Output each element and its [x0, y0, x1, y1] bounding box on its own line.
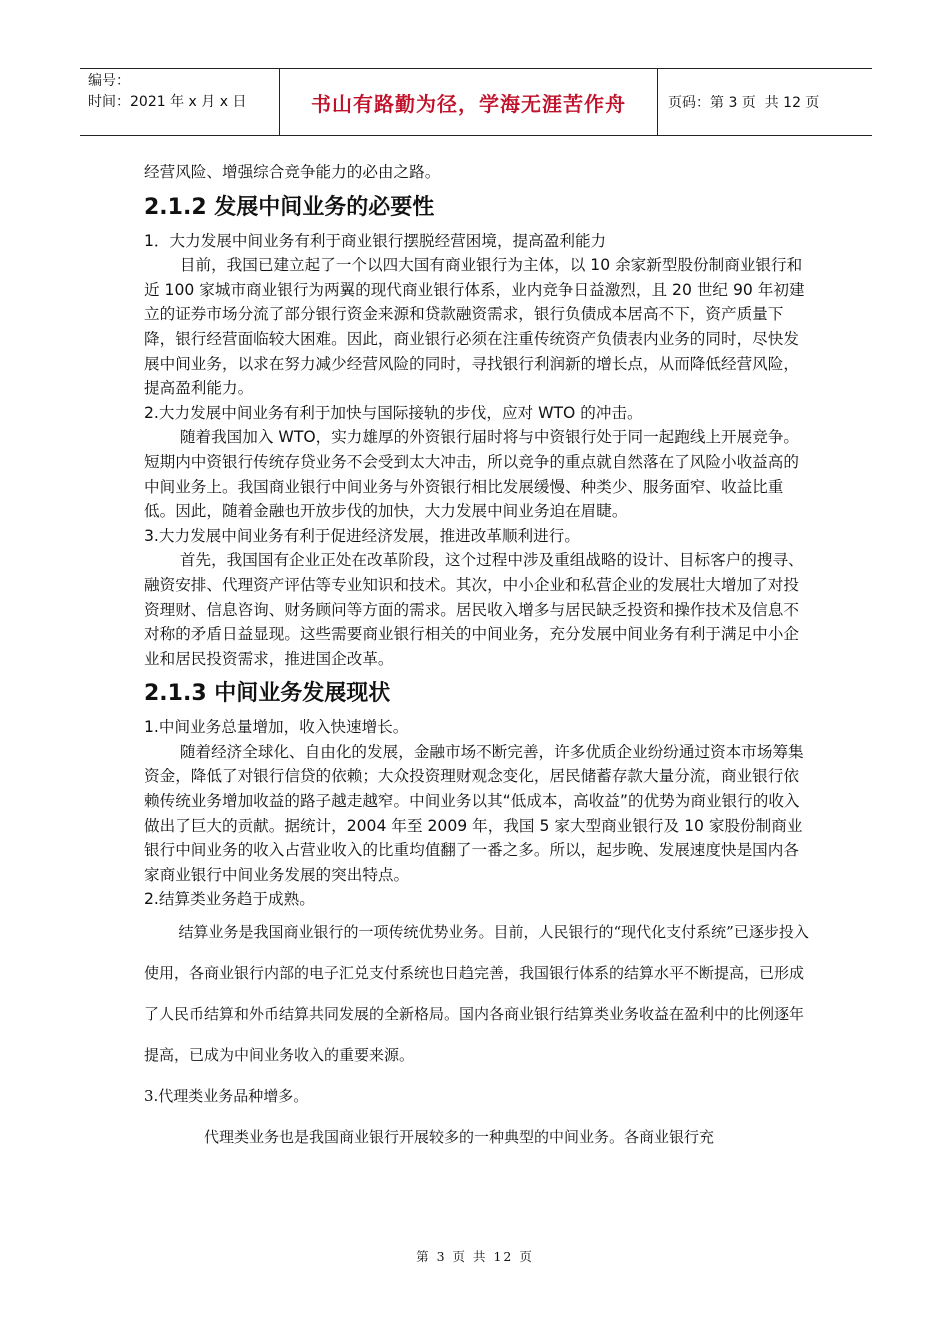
point-3-title: 3.大力发展中间业务有利于促进经济发展，推进改革顺利进行。: [144, 526, 580, 545]
point-1-title: 1．大力发展中间业务有利于商业银行摆脱经营困境，提高盈利能力: [144, 231, 607, 250]
header-page-info: [658, 69, 872, 135]
page-info-text: 页码：第 3 页 共 12 页: [668, 95, 820, 111]
page-header: [80, 68, 872, 136]
status-2-title: 2.结算类业务趋于成熟。: [144, 890, 315, 909]
header-motto: 书山有路勤为径，学海无涯苦作舟: [280, 69, 658, 135]
header-meta: [80, 69, 280, 135]
status-1-text: 随着经济全球化、自由化的发展，金融市场不断完善，许多优质企业纷纷通过资本市场筹集资金，降低了对银行信贷的依赖；大众投资理财观念变化，居民储蓄存款大量分流，商业银行依赖传统业务增加收益的路子越走越窄。中间业务以其“低成本，高收益”的优势为商业银行的收入做出了巨大的贡献。据统计，2004 年至 2009 年，我国 5 家大型商业银行及 10 家股份制商业银行中间业务的收入占营业收入的比重均值翻了一番之多。所以，起步晚、发展速度快是国内各家商业银行中间业务发展的突出特点。: [144, 742, 804, 884]
document-body: [144, 160, 812, 1158]
point-1-text: 目前，我国已建立起了一个以四大国有商业银行为主体，以 10 余家新型股份制商业银行和近 100 家城市商业银行为两翼的现代商业银行体系，业内竞争日益激烈，且 20 世纪 90 年初建立的证券市场分流了部分银行资金来源和贷款融资需求，银行负债成本居高不下，资产质量下降，银行经营面临较大困难。因此，商业银行必须在注重传统资产负债表内业务的同时，尽快发展中间业务，以求在努力减少经营风险的同时，寻找银行利润新的增长点，从而降低经营风险，提高盈利能力。: [144, 256, 805, 398]
paragraph-continuation: 经营风险、增强综合竞争能力的必由之路。: [144, 163, 441, 181]
section-heading-2-1-2: 2.1.2 发展中间业务的必要性: [144, 194, 435, 220]
document-number: 编号：: [88, 73, 130, 89]
status-2-text: 结算业务是我国商业银行的一项传统优势业务。目前，人民银行的“现代化支付系统”已逐步投入使用，各商业银行内部的电子汇兑支付系统也日趋完善，我国银行体系的结算水平不断提高，已形成了人民币结算和外币结算共同发展的全新格局。国内各商业银行结算类业务收益在盈利中的比例逐年提高，已成为中间业务收入的重要来源。: [144, 923, 809, 1065]
section-heading-2-1-3: 2.1.3 中间业务发展现状: [144, 681, 391, 707]
point-3-text: 首先，我国国有企业正处在改革阶段，这个过程中涉及重组战略的设计、目标客户的搜寻、融资安排、代理资产评估等专业知识和技术。其次，中小企业和私营企业的发展壮大增加了对投资理财、信息咨询、财务顾问等方面的需求。居民收入增多与居民缺乏投资和操作技术及信息不对称的矛盾日益显现。这些需要商业银行相关的中间业务，充分发展中间业务有利于满足中小企业和居民投资需求，推进国企改革。: [144, 551, 804, 668]
point-2-title: 2.大力发展中间业务有利于加快与国际接轨的步伐，应对 WTO 的冲击。: [144, 403, 643, 422]
status-3-title: 3.代理类业务品种增多。: [144, 1087, 309, 1106]
status-3-text: 代理类业务也是我国商业银行开展较多的一种典型的中间业务。各商业银行充: [204, 1128, 715, 1147]
page-footer: 第 3 页 共 12 页: [416, 1249, 534, 1264]
status-1-title: 1.中间业务总量增加，收入快速增长。: [144, 718, 409, 737]
document-date: 时间：2021 年 x 月 x 日: [88, 94, 247, 110]
point-2-text: 随着我国加入 WTO，实力雄厚的外资银行届时将与中资银行处于同一起跑线上开展竞争。短期内中资银行传统存贷业务不会受到太大冲击，所以竞争的重点就自然落在了风险小收益高的中间业务上。我国商业银行中间业务与外资银行相比发展缓慢、种类少、服务面窄、收益比重低。因此，随着金融也开放步伐的加快，大力发展中间业务迫在眉睫。: [144, 428, 800, 521]
